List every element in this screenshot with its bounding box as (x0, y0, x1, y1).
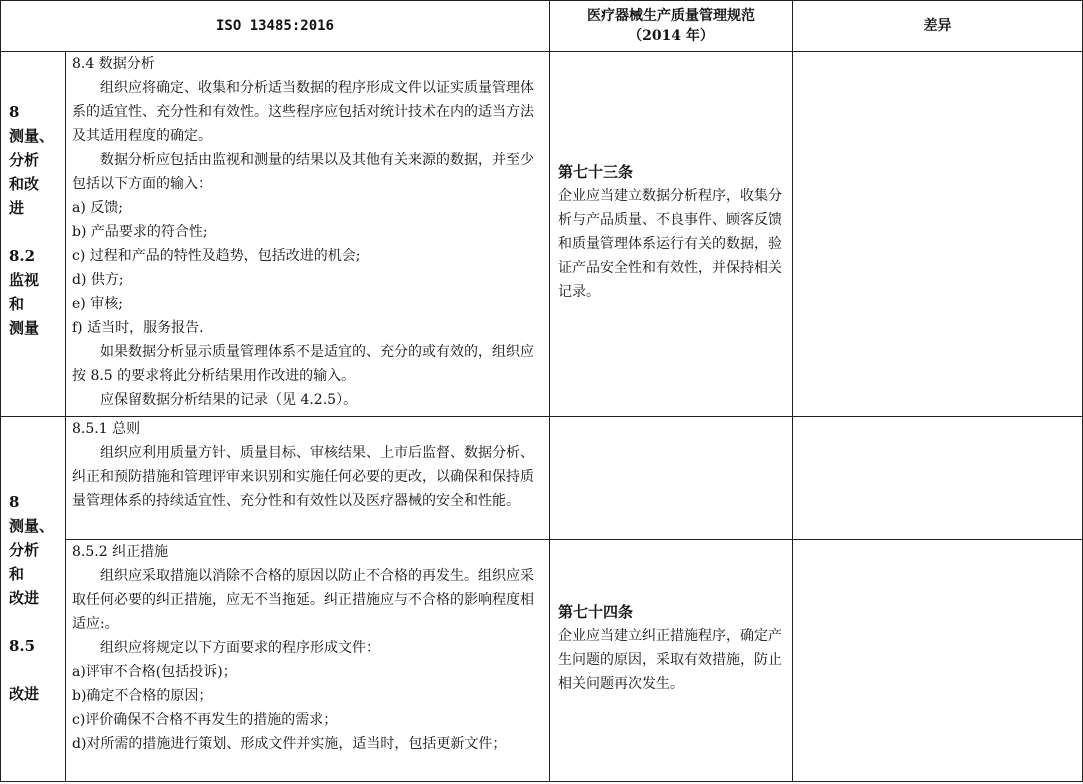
iso-paragraph: 组织应利用质量方针、质量目标、审核结果、上市后监督、数据分析、纠正和预防措施和管理评审来识别和实施任何必要的更改，以确保和保持质量管理体系的持续适宜性、充分性和有效性以及医疗器械的安全和性能。 (72, 445, 534, 509)
row1-clause-line: 8.2 (9, 247, 36, 265)
iso-section-title: 8.5.1 总则 (72, 421, 141, 437)
row2-clause-line: 8 (9, 493, 20, 511)
iso-section-title: 8.4 数据分析 (72, 56, 155, 72)
iso-list-item: b)确定不合格的原因； (72, 688, 213, 704)
row1-clause-line: 进 (9, 199, 25, 217)
row2-clause-gap (9, 658, 65, 682)
gmp-article-title: 第七十三条 (558, 163, 634, 181)
iso-list-item: a) 反馈; (72, 200, 123, 216)
row2-clause-line: 改进 (9, 685, 40, 703)
gmp-article-title: 第七十四条 (558, 603, 634, 621)
iso-list-item: d) 供方; (72, 272, 124, 288)
row2-clause-gap (9, 610, 65, 634)
row2-clause-line: 测量、 (9, 517, 55, 535)
gmp-article-body: 企业应当建立纠正措施程序，确定产生问题的原因，采取有效措施，防止相关问题再次发生。 (558, 628, 782, 692)
iso-section-title: 8.5.2 纠正措施 (72, 544, 169, 560)
row1-iso-text (72, 52, 544, 412)
row1-clause-gap (9, 220, 65, 244)
iso-list-item: c)评价确保不合格不再发生的措施的需求； (72, 712, 338, 728)
row2-clause-line: 分析 (9, 541, 40, 559)
row1-clause (1, 100, 65, 340)
iso-col-border (549, 0, 550, 782)
header-gmp (550, 1, 792, 51)
iso-paragraph: 应保留数据分析结果的记录（见 4.2.5）。 (100, 392, 358, 408)
left-col-border (65, 51, 66, 782)
gmp-article-body: 企业应当建立数据分析程序，收集分析与产品质量、不良事件、顾客反馈和质量管理体系运行有关的数据，验证产品安全性和有效性，并保持相关记录。 (558, 188, 782, 300)
row2-clause-line: 8.5 (9, 637, 36, 655)
row2-clause-line: 和 (9, 565, 25, 583)
iso-list-item: a)评审不合格(包括投诉)； (72, 664, 237, 680)
header-gmp-year: （2014 年） (628, 28, 714, 44)
row1-diff (793, 52, 1082, 416)
row1-clause-line: 监视 (9, 271, 40, 289)
iso-paragraph: 组织应采取措施以消除不合格的原因以防止不合格的再发生。组织应采取任何必要的纠正措施，应无不当拖延。纠正措施应与不合格的影响程度相适应:。 (72, 568, 534, 632)
header-iso: ISO 13485:2016 (215, 18, 334, 34)
row2-clause (1, 490, 65, 706)
iso-list-item: b) 产品要求的符合性; (72, 224, 208, 240)
row2-iso-text (72, 417, 544, 513)
row3-iso-text (72, 540, 544, 756)
iso-paragraph: 数据分析应包括由监视和测量的结果以及其他有关来源的数据，并至少包括以下方面的输入： (72, 152, 534, 192)
row1-clause-line: 和 (9, 295, 25, 313)
iso-list-item: c) 过程和产品的特性及趋势，包括改进的机会; (72, 248, 361, 264)
header-diff: 差异 (923, 18, 952, 34)
iso-list-item: d)对所需的措施进行策划、形成文件并实施，适当时，包括更新文件； (72, 736, 507, 752)
iso-paragraph: 组织应将规定以下方面要求的程序形成文件： (100, 640, 380, 656)
row1-clause-line: 测量 (9, 319, 40, 337)
iso-paragraph: 组织应将确定、收集和分析适当数据的程序形成文件以证实质量管理体系的适宜性、充分性和有效性。这些程序应包括对统计技术在内的适当方法及其适用程度的确定。 (72, 80, 534, 144)
row1-clause-line: 8 (9, 103, 20, 121)
row3-gmp-text (558, 600, 786, 696)
iso-list-item: f) 适当时，服务报告. (72, 320, 204, 336)
table-border-bottom (0, 781, 1083, 782)
row1-clause-line: 分析 (9, 151, 40, 169)
row1-clause-line: 和改 (9, 175, 40, 193)
header-gmp-title: 医疗器械生产质量管理规范 (587, 8, 755, 24)
row1-gmp-text (558, 160, 786, 304)
row2-clause-line: 改进 (9, 589, 40, 607)
iso-list-item: e) 审核; (72, 296, 123, 312)
row1-clause-line: 测量、 (9, 127, 55, 145)
iso-paragraph: 如果数据分析显示质量管理体系不是适宜的、充分的或有效的，组织应按 8.5 的要求将此分析结果用作改进的输入。 (72, 344, 534, 384)
